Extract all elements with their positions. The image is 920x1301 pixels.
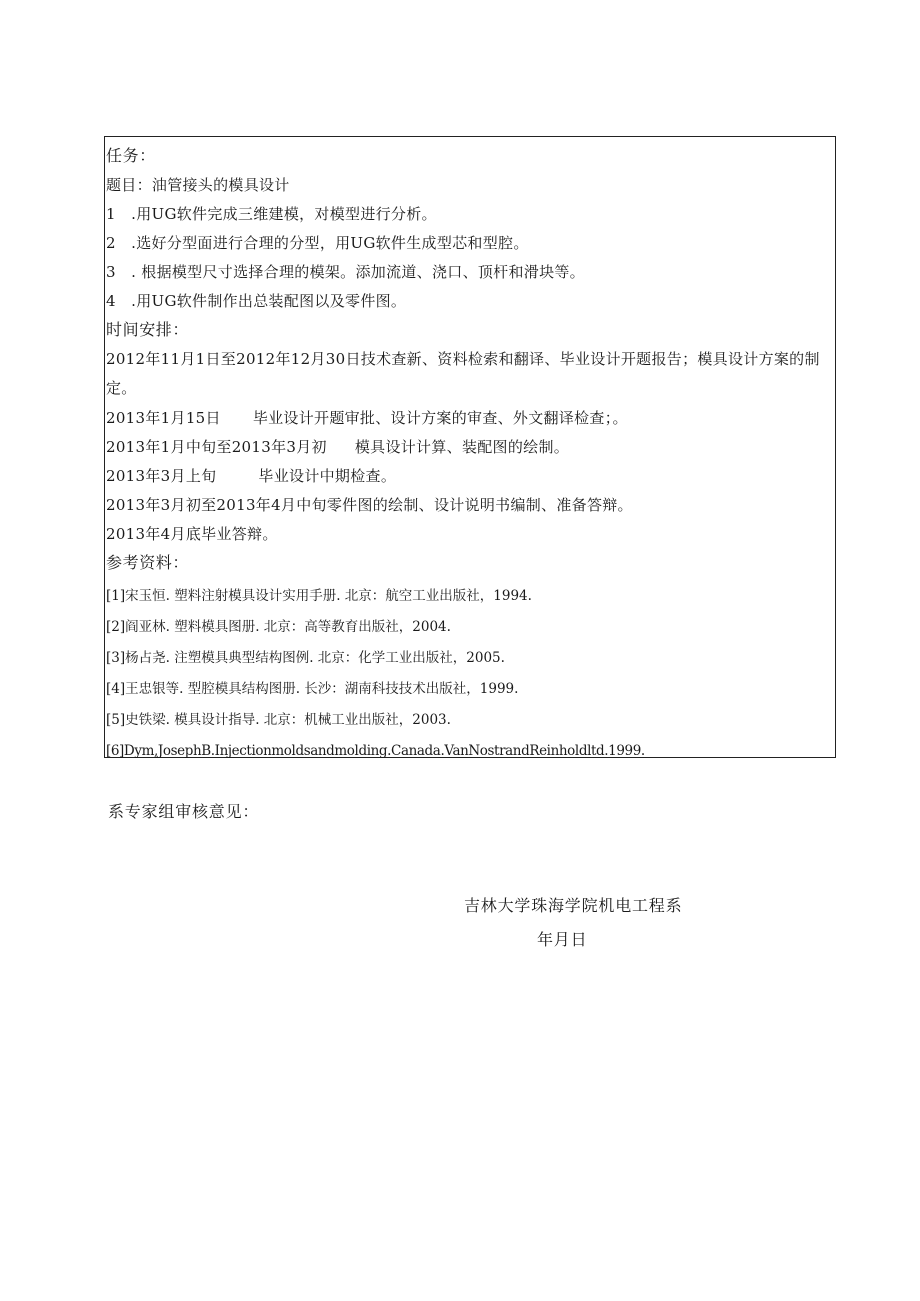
schedule-entry	[106, 437, 569, 457]
schedule-task: 毕业答辩。	[201, 525, 278, 543]
schedule-entry	[106, 345, 826, 403]
reference-item: [3]杨占尧. 注塑模具典型结构图例. 北京：化学工业出版社，2005.	[106, 650, 505, 666]
schedule-date: 2012年11月1日至2012年12月30日	[106, 350, 361, 368]
task-heading: 任务：	[106, 146, 156, 165]
schedule-date: 2013年1月中旬至2013年3月初	[106, 438, 327, 456]
task-topic: 题目：油管接头的模具设计	[106, 176, 290, 194]
reference-item: [1]宋玉恒. 塑料注射模具设计实用手册. 北京：航空工业出版社，1994.	[106, 588, 532, 604]
schedule-entry	[106, 524, 278, 544]
schedule-heading: 时间安排：	[106, 320, 190, 339]
schedule-date: 2013年1月15日	[106, 409, 221, 427]
schedule-task: 毕业设计开题审批、设计方案的审查、外文翻译检查；。	[252, 409, 628, 427]
schedule-task: 模具设计计算、装配图的绘制。	[354, 438, 570, 456]
task-item-4: 4 .用UG软件制作出总装配图以及零件图。	[106, 292, 407, 310]
schedule-entry	[106, 408, 628, 428]
reference-item: [4]王忠银等. 型腔模具结构图册. 长沙：湖南科技技术出版社，1999.	[106, 681, 519, 697]
task-item-1: 1 .用UG软件完成三维建模，对模型进行分析。	[106, 205, 437, 223]
schedule-entry	[106, 466, 396, 486]
reference-item: [5]史铁梁. 模具设计指导. 北京：机械工业出版社，2003.	[106, 712, 451, 728]
schedule-date: 2013年3月上旬	[106, 467, 217, 485]
schedule-task: 技术查新、资料检索和翻译、毕业设计开题报告；模具设计方案的制定。	[106, 350, 820, 397]
schedule-date: 2013年3月初至2013年4月中旬	[106, 496, 327, 514]
reference-item: [6]Dym,JosephB.Injectionmoldsandmolding.Canada.VanNostrandReinholdltd.1999.	[106, 743, 645, 759]
task-item-2: 2 .选好分型面进行合理的分型，用UG软件生成型芯和型腔。	[106, 234, 529, 252]
references-heading: 参考资料：	[106, 553, 190, 572]
review-date: 年月日	[537, 930, 588, 949]
schedule-task: 毕业设计中期检查。	[258, 467, 397, 485]
department-signature: 吉林大学珠海学院机电工程系	[464, 896, 683, 915]
reference-item: [2]阎亚林. 塑料模具图册. 北京：高等教育出版社，2004.	[106, 619, 451, 635]
task-item-3: 3 . 根据模型尺寸选择合理的模架。添加流道、浇口、顶杆和滑块等。	[106, 263, 585, 281]
schedule-entry	[106, 495, 633, 515]
schedule-date: 2013年4月底	[106, 525, 202, 543]
schedule-task: 零件图的绘制、设计说明书编制、准备答辩。	[326, 496, 633, 514]
review-label: 系专家组审核意见：	[108, 802, 260, 821]
